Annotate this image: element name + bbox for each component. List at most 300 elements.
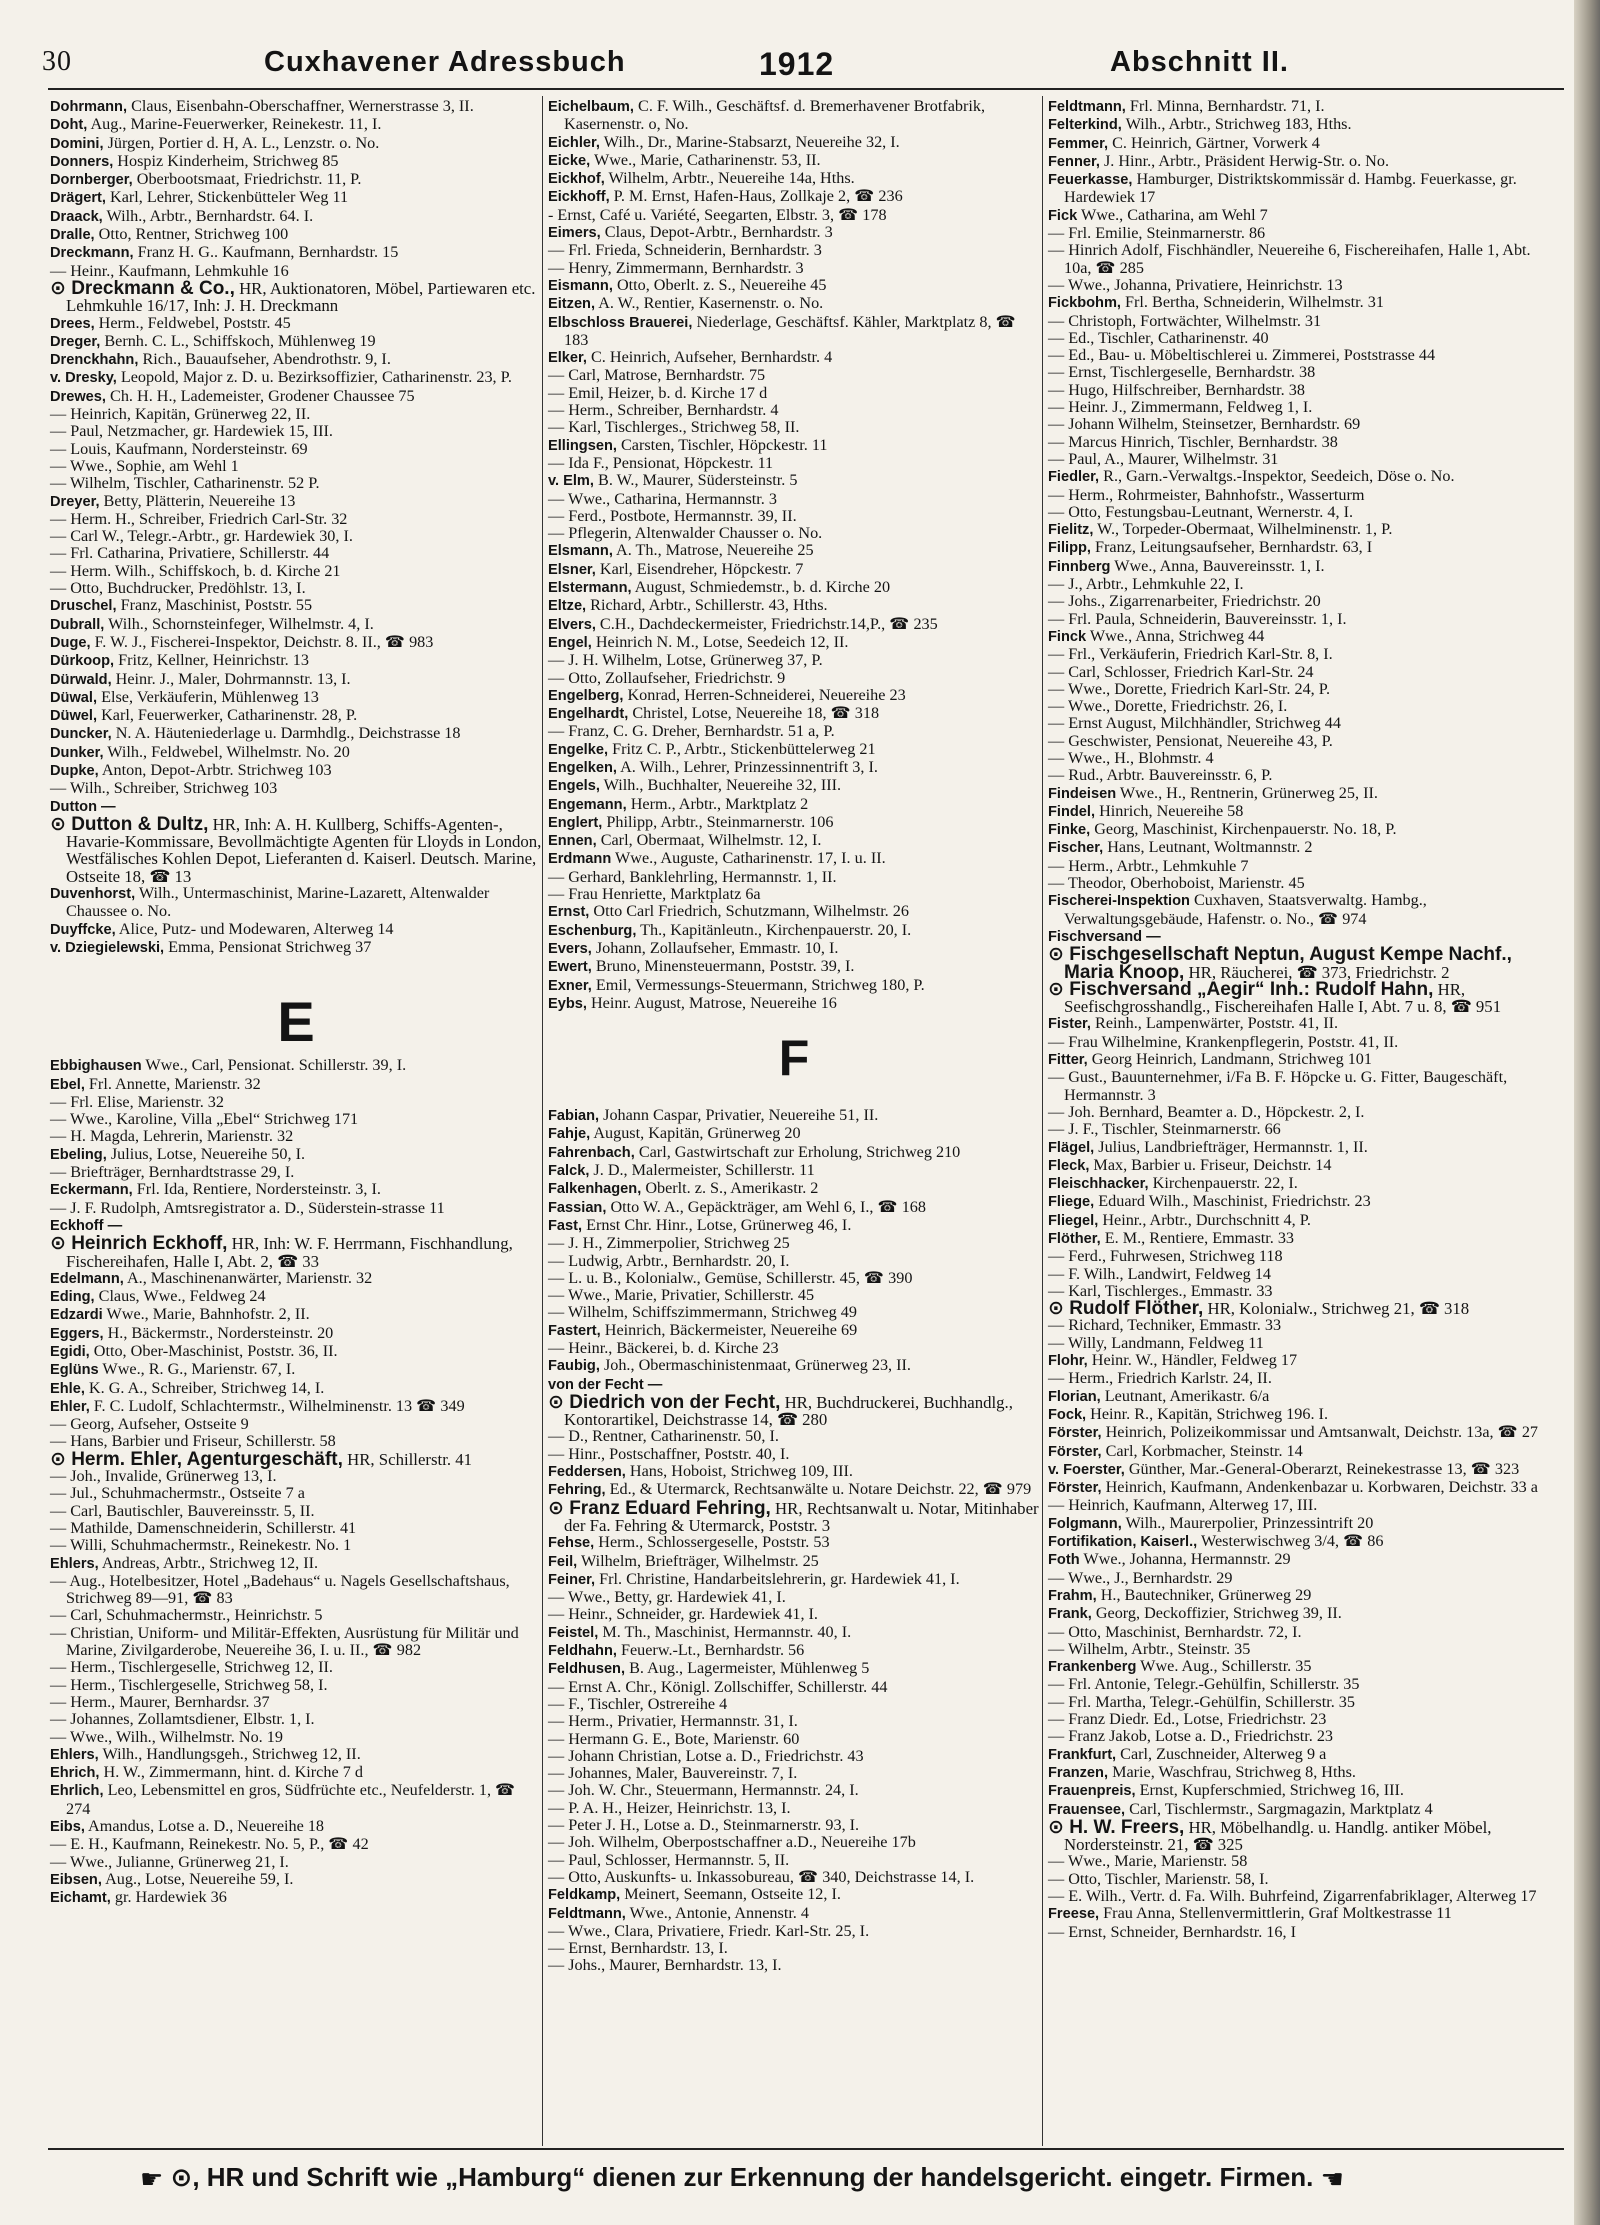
entry-details: — Otto, Tischler, Marienstr. 58, I. — [1048, 1869, 1269, 1888]
entry-details: Carl, Gastwirtschaft zur Erholung, Strichweg 210 — [638, 1142, 961, 1161]
directory-entry — [50, 1057, 542, 1075]
surname: Foth — [1048, 1552, 1080, 1569]
surname: von der Fecht — — [548, 1376, 663, 1393]
surname: v. Dziegielewski, — [50, 939, 165, 956]
surname: Elbschloss Brauerei, — [548, 314, 693, 331]
entry-details: — Hinr., Postschaffner, Poststr. 40, I. — [548, 1444, 790, 1463]
directory-entry — [50, 780, 542, 797]
directory-entry — [50, 652, 542, 670]
pointing-hand-icon: ☚ — [1320, 2163, 1344, 2194]
entry-details: — H. Magda, Lehrerin, Marienstr. 32 — [50, 1127, 294, 1146]
directory-entry — [548, 314, 1040, 350]
directory-entry — [50, 1468, 542, 1485]
directory-entry — [50, 563, 542, 580]
entry-details: — F., Tischler, Ostrereihe 4 — [548, 1694, 728, 1713]
entry-details: Wwe., Auguste, Catharinenstr. 17, I. u. II. — [615, 849, 886, 868]
surname: Eibsen, — [50, 1871, 102, 1888]
directory-entry — [50, 315, 542, 333]
entry-details: — Ernst A. Chr., Königl. Zollschiffer, Schillerstr. 44 — [548, 1677, 888, 1696]
directory-entry — [1048, 487, 1540, 504]
surname: Düwal, — [50, 689, 98, 706]
entry-details: — Jul., Schuhmachermstr., Ostseite 7 a — [50, 1484, 305, 1503]
directory-entry — [548, 385, 1040, 402]
surname: Flöther, — [1048, 1231, 1101, 1247]
entry-details: Kirchenpauerstr. 22, I. — [1152, 1174, 1298, 1193]
directory-entry — [50, 1094, 542, 1111]
entry-details: K. G. A., Schreiber, Strichweg 14, I. — [88, 1378, 325, 1397]
book-title: Cuxhavener Adressbuch — [264, 46, 626, 78]
entry-details: — L. u. B., Kolonialw., Gemüse, Schillerstr. 45, ☎ 390 — [548, 1268, 913, 1287]
surname: Fahrenbach, — [548, 1144, 635, 1161]
section-letter: E — [277, 990, 315, 1054]
entry-details: Reinh., Lampenwärter, Poststr. 41, II. — [1095, 1014, 1339, 1033]
firm-listing — [548, 1497, 1040, 1535]
entry-details: Konrad, Herren-Schneiderei, Neuereihe 23 — [627, 685, 906, 704]
directory-entry — [1048, 1624, 1540, 1641]
surname: Fock, — [1048, 1406, 1087, 1423]
entry-details: Frl. Christine, Handarbeitslehrerin, gr. Hardewiek 41, I. — [599, 1569, 960, 1588]
surname: Fleck, — [1048, 1157, 1090, 1174]
directory-entry — [1048, 1479, 1540, 1497]
directory-entry — [1048, 1443, 1540, 1461]
column-divider — [542, 96, 543, 2146]
directory-entry — [1048, 1497, 1540, 1514]
surname: Finnberg — [1048, 558, 1111, 575]
entry-details: Johann, Zollaufseher, Emmastr. 10, I. — [595, 938, 839, 957]
entry-details: — Hinrich Adolf, Fischhändler, Neuereihe 6, Fischereihafen, Halle 1, Abt. 10a, ☎ 285 — [1048, 241, 1531, 277]
entry-details: HR, Auktionatoren, Möbel, Partiewaren etc. Lehmkuhle 16/17, Inh: J. H. Dreckmann — [66, 278, 536, 316]
entry-details: — Heinrich, Kaufmann, Alterweg 17, III. — [1048, 1496, 1318, 1515]
entry-details: Franz, Maschinist, Poststr. 55 — [120, 596, 313, 615]
entry-details: — Herm., Maurer, Bernhardsr. 37 — [50, 1692, 270, 1711]
firm-name: ⊙ Fischgesellschaft Neptun, August Kempe Nachf., Maria Knoop, — [1048, 944, 1512, 983]
entry-details: — Ernst, Tischlergeselle, Bernhardstr. 38 — [1048, 363, 1316, 382]
entry-details: Hinrich, Neuereihe 58 — [1099, 801, 1244, 820]
entry-details: Karl, Lehrer, Stickenbütteler Weg 11 — [110, 188, 349, 207]
surname: Elsmann, — [548, 543, 613, 560]
firm-name: ⊙ Fischversand „Aegir“ Inh.: Rudolf Hahn, — [1048, 978, 1434, 1000]
surname: Eichelbaum, — [548, 99, 634, 115]
firm-listing — [1048, 946, 1540, 981]
entry-details: — Herm., Tischlergeselle, Strichweg 12, II. — [50, 1658, 333, 1677]
entry-details: Wilh., Maurerpolier, Prinzessintrift 20 — [1125, 1513, 1374, 1532]
surname: Dürkoop, — [50, 653, 115, 670]
entry-details: Carl, Obermaat, Wilhelmstr. 12, I. — [600, 831, 822, 850]
surname: Ehlers, — [50, 1555, 99, 1572]
entry-details: — Herm., Tischlergeselle, Strichweg 58, I. — [50, 1675, 328, 1694]
directory-entry — [50, 1694, 542, 1711]
entry-details: Feuerw.-Lt., Bernhardstr. 56 — [620, 1641, 805, 1660]
surname: Eggers, — [50, 1325, 104, 1342]
entry-details: — Christian, Uniform- und Militär-Effekten, Ausrüstung für Militär und Marine, Zivilgarderobe, Neuereihe 36, I. u. II., ☎ 982 — [50, 1623, 519, 1660]
entry-details: — Mathilde, Damenschneiderin, Schillerstr. 41 — [50, 1518, 357, 1537]
directory-entry — [1048, 858, 1540, 875]
surname: Ehrlich, — [50, 1783, 104, 1800]
directory-entry — [548, 579, 1040, 597]
directory-entry — [1048, 1676, 1540, 1693]
directory-entry — [548, 597, 1040, 615]
directory-entry — [548, 1287, 1040, 1304]
directory-entry — [548, 1125, 1040, 1143]
surname: Duyffcke, — [50, 921, 116, 938]
directory-entry — [548, 472, 1040, 490]
entry-details: Carsten, Tischler, Höpckestr. 11 — [620, 435, 828, 454]
surname: Draack, — [50, 208, 103, 225]
surname: Drewes, — [50, 388, 106, 405]
directory-entry — [548, 958, 1040, 976]
surname: Eitzen, — [548, 296, 596, 313]
surname: Eschenburg, — [548, 922, 637, 939]
directory-entry — [1048, 1424, 1540, 1442]
surname: Elsner, — [548, 561, 596, 578]
directory-entry — [1048, 1157, 1540, 1175]
directory-entry — [1048, 646, 1540, 663]
entry-details: — Paul, Netzmacher, gr. Hardewiek 15, III. — [50, 422, 333, 441]
entry-details: Bernh. C. L., Schiffskoch, Mühlenweg 19 — [104, 331, 376, 350]
entry-details: Leo, Lebensmittel en gros, Südfrüchte etc., Neufelderstr. 1, ☎ 274 — [66, 1781, 516, 1818]
entry-details: Julius, Lotse, Neuereihe 50, I. — [110, 1144, 306, 1163]
directory-entry — [50, 1343, 542, 1361]
directory-entry — [1048, 1764, 1540, 1782]
directory-entry — [548, 922, 1040, 940]
entry-details: — E. Wilh., Vertr. d. Fa. Wilh. Buhrfeind, Zigarrenfabriklager, Alterweg 17 — [1048, 1886, 1537, 1905]
entry-details: — Johs., Zigarrenarbeiter, Friedrichstr. 20 — [1048, 592, 1321, 611]
entry-details: — Paul, Schlosser, Hermannstr. 5, II. — [548, 1850, 790, 1869]
surname: Ehrich, — [50, 1765, 100, 1782]
surname: Engelberg, — [548, 687, 624, 704]
entry-details: Carl, Tischlermstr., Sargmagazin, Marktplatz 4 — [1129, 1799, 1433, 1818]
directory-entry — [50, 1659, 542, 1676]
entry-details: Wilh., Dr., Marine-Stabsarzt, Neuereihe 32, I. — [603, 132, 900, 151]
entry-details: Herm., Schlossergeselle, Poststr. 53 — [598, 1533, 830, 1552]
entry-details: A. W., Rentier, Kasernenstr. o. No. — [598, 294, 824, 313]
entry-details: — Herm. H., Schreiber, Friedrich Carl-Str. 32 — [50, 509, 348, 528]
directory-entry — [50, 1146, 542, 1164]
directory-entry — [50, 1306, 542, 1324]
entry-details: — Wwe., Catharina, Hermannstr. 3 — [548, 489, 777, 508]
entry-details: — Karl, Tischlerges., Strichweg 58, II. — [548, 418, 800, 437]
entry-details: Wwe. Aug., Schillerstr. 35 — [1140, 1657, 1312, 1676]
entry-details: — Joh., Invalide, Grünerweg 13, I. — [50, 1467, 277, 1486]
column-3 — [1048, 98, 1540, 1941]
entry-details: — Paul, A., Maurer, Wilhelmstr. 31 — [1048, 449, 1279, 468]
directory-entry — [50, 171, 542, 189]
entry-details: Heinr. J., Maler, Dohrmannstr. 13, I. — [115, 669, 351, 688]
entry-details: F. C. Ludolf, Schlachtermstr., Wilhelminenstr. 13 ☎ 349 — [93, 1396, 465, 1415]
surname: Falck, — [548, 1163, 590, 1180]
directory-entry — [50, 1764, 542, 1782]
entry-details: — Carl, Schlosser, Friedrich Karl-Str. 24 — [1048, 662, 1314, 681]
surname: Fickbohm, — [1048, 295, 1121, 312]
entry-details: — Wwe., Dorette, Friedrichstr. 26, I. — [1048, 697, 1288, 716]
entry-details: Wilhelm, Briefträger, Wilhelmstr. 25 — [580, 1551, 819, 1570]
directory-entry — [50, 1607, 542, 1624]
directory-entry — [50, 388, 542, 406]
directory-entry — [1048, 1248, 1540, 1265]
directory-entry — [548, 796, 1040, 814]
entry-details: Georg, Deckoffizier, Strichweg 39, II. — [1095, 1604, 1342, 1623]
entry-details: — Gust., Bauunternehmer, i/Fa B. F. Höpcke u. G. Fitter, Baugeschäft, Hermannstr. 3 — [1048, 1068, 1508, 1104]
directory-entry — [50, 1270, 542, 1288]
entry-details: Frau Anna, Stellenvermittlerin, Graf Moltkestrasse 11 — [1103, 1904, 1452, 1923]
entry-details: Heinrich, Bäckermeister, Neuereihe 69 — [604, 1320, 858, 1339]
surname: Fielitz, — [1048, 522, 1094, 539]
directory-entry — [50, 406, 542, 423]
directory-entry — [548, 1782, 1040, 1799]
entry-details: — Heinr., Bäckerei, b. d. Kirche 23 — [548, 1339, 779, 1357]
entry-details: — Herm., Arbtr., Lehmkuhle 7 — [1048, 856, 1249, 875]
entry-details: — Wwe., Sophie, am Wehl 1 — [50, 456, 239, 475]
directory-entry — [50, 135, 542, 153]
entry-details: Otto, Ober-Maschinist, Poststr. 36, II. — [93, 1342, 338, 1360]
entry-details: — Frl. Elise, Marienstr. 32 — [50, 1092, 224, 1111]
surname: Drägert, — [50, 190, 106, 207]
directory-entry — [50, 1871, 542, 1889]
entry-details: Aug., Marine-Feuerwerker, Reinekestr. 11, I. — [90, 115, 382, 134]
directory-entry — [548, 832, 1040, 850]
directory-entry — [548, 1107, 1040, 1125]
directory-entry — [1048, 225, 1540, 242]
surname: Eding, — [50, 1289, 95, 1306]
surname: Fister, — [1048, 1016, 1091, 1033]
directory-entry — [1048, 277, 1540, 294]
directory-entry — [1048, 1515, 1540, 1533]
directory-entry — [1048, 364, 1540, 381]
surname: Eibs, — [50, 1819, 85, 1836]
entry-details: Frl. Annette, Marienstr. 32 — [88, 1074, 261, 1093]
surname: Flohr, — [1048, 1353, 1088, 1370]
page-footer — [140, 2162, 1480, 2195]
entry-details: — Otto, Festungsbau-Leutnant, Wernerstr. 4, I. — [1048, 502, 1354, 521]
directory-entry — [548, 170, 1040, 188]
directory-entry — [548, 1463, 1040, 1481]
entry-details: Max, Barbier u. Friseur, Deichstr. 14 — [1093, 1155, 1332, 1174]
entry-details: — Ernst August, Milchhändler, Strichweg 44 — [1048, 714, 1341, 733]
directory-entry — [1048, 1924, 1540, 1941]
directory-entry — [50, 1503, 542, 1520]
surname: Dreger, — [50, 333, 101, 350]
entry-details: Heinr. R., Kapitän, Strichweg 196. I. — [1090, 1404, 1328, 1423]
directory-entry — [50, 153, 542, 171]
surname: Eglüns — [50, 1362, 99, 1379]
directory-entry — [50, 725, 542, 743]
directory-entry — [548, 134, 1040, 152]
entry-details: — Herm., Friedrich Karlstr. 24, II. — [1048, 1369, 1272, 1388]
directory-entry — [548, 1322, 1040, 1340]
entry-details: — D., Rentner, Catharinenstr. 50, I. — [548, 1427, 779, 1446]
directory-entry — [548, 1340, 1040, 1357]
entry-details: Karl, Eisendreher, Höpckestr. 7 — [599, 559, 804, 578]
entry-details: Carl, Korbmacher, Steinstr. 14 — [1105, 1441, 1303, 1460]
surname: Duvenhorst, — [50, 886, 136, 903]
scan-edge — [1574, 0, 1600, 2225]
surname: Folgmann, — [1048, 1515, 1122, 1532]
directory-entry — [548, 1679, 1040, 1696]
entry-details: A. Wilh., Lehrer, Prinzessinnentrift 3, I. — [620, 757, 878, 776]
entry-details: Emil, Vermessungs-Steuermann, Strichweg 180, P. — [595, 975, 925, 994]
directory-entry — [1048, 1230, 1540, 1248]
entry-details: August, Kapitän, Grünerweg 20 — [593, 1124, 801, 1143]
entry-details: C. Heinrich, Gärtner, Vorwerk 4 — [1112, 133, 1320, 152]
entry-details: Aug., Lotse, Neuereihe 59, I. — [105, 1869, 294, 1888]
firm-listing — [50, 1448, 542, 1470]
entry-details: Wwe., Carl, Pensionat. Schillerstr. 39, I. — [145, 1056, 407, 1075]
firm-listing — [50, 813, 542, 886]
entry-details: J. D., Malermeister, Schillerstr. 11 — [593, 1161, 815, 1180]
entry-details: — Carl W., Telegr.-Arbtr., gr. Hardewiek 30, I. — [50, 527, 353, 546]
entry-details: — Heinr., Schneider, gr. Hardewiek 41, I. — [548, 1605, 818, 1624]
firm-name: ⊙ Dutton & Dultz, — [50, 813, 209, 835]
entry-details: — Carl, Schuhmachermstr., Heinrichstr. 5 — [50, 1606, 323, 1625]
entry-details: — Wwe., Julianne, Grünerweg 21, I. — [50, 1852, 289, 1871]
surname: Düwel, — [50, 708, 98, 725]
entry-details: Wilh., Untermaschinist, Marine-Lazarett, Altenwalder Chaussee o. No. — [66, 884, 490, 921]
entry-details: Heinr. W., Händler, Feldweg 17 — [1091, 1351, 1298, 1370]
directory-entry — [1048, 1641, 1540, 1658]
entry-details: Oberlt. z. S., Amerikastr. 2 — [645, 1179, 819, 1198]
directory-entry — [50, 1889, 542, 1907]
entry-details: Heinrich, Kaufmann, Andenkenbazar u. Korbwaren, Deichstr. 33 a — [1105, 1478, 1538, 1497]
entry-details: — Johannes, Zollamtsdiener, Elbstr. 1, I. — [50, 1710, 315, 1729]
surname: Feistel, — [548, 1624, 599, 1641]
entry-details: — Johann Wilhelm, Steinsetzer, Bernhardstr. 69 — [1048, 415, 1361, 434]
directory-entry — [1048, 1461, 1540, 1479]
column-1 — [50, 98, 542, 1908]
directory-entry — [548, 98, 1040, 134]
surname: Ellingsen, — [548, 437, 617, 454]
entry-details: — Heinr., Kaufmann, Lehmkuhle 16 — [50, 261, 289, 280]
entry-details: Wilhelm, Arbtr., Neuereihe 14a, Hths. — [608, 169, 855, 188]
directory-entry — [50, 1181, 542, 1199]
directory-entry — [548, 349, 1040, 367]
surname: Ernst, — [548, 904, 590, 921]
entry-details: — Carl, Bautischler, Bauvereinsstr. 5, II. — [50, 1501, 315, 1520]
entry-details: Karl, Feuerwerker, Catharinenstr. 28, P. — [101, 706, 358, 725]
entry-details: Heinr. August, Matrose, Neuereihe 16 — [590, 993, 837, 1012]
entry-details: Herm., Arbtr., Marktplatz 2 — [630, 794, 809, 813]
surname: Druschel, — [50, 598, 117, 615]
surname: Eichler, — [548, 134, 600, 151]
directory-entry — [1048, 1051, 1540, 1069]
entry-details: Otto, Rentner, Strichweg 100 — [98, 225, 289, 244]
surname: Eimers, — [548, 225, 601, 242]
directory-entry — [50, 493, 542, 511]
surname: Ebel, — [50, 1076, 85, 1093]
surname: Fiedler, — [1048, 469, 1100, 486]
entry-details: Wwe., H., Rentnerin, Grünerweg 25, II. — [1119, 783, 1378, 802]
entry-details: Heinrich N. M., Lotse, Seedeich 12, II. — [595, 632, 849, 651]
directory-entry — [50, 707, 542, 725]
directory-entry — [50, 580, 542, 597]
directory-entry — [548, 1624, 1040, 1642]
directory-entry — [50, 1537, 542, 1554]
directory-entry — [1048, 1728, 1540, 1745]
directory-entry — [1048, 1212, 1540, 1230]
entry-details: — Christoph, Fortwächter, Wilhelmstr. 31 — [1048, 311, 1322, 330]
directory-entry — [1048, 382, 1540, 399]
directory-entry — [548, 1553, 1040, 1571]
entry-details: — Wwe., Dorette, Friedrich Karl-Str. 24, P. — [1048, 679, 1331, 698]
directory-entry — [1048, 313, 1540, 330]
directory-entry — [50, 369, 542, 387]
directory-entry — [548, 1270, 1040, 1287]
directory-entry — [548, 1923, 1040, 1940]
firm-name: ⊙ Diedrich von der Fecht, — [548, 1391, 781, 1413]
footer-rule — [48, 2148, 1564, 2150]
entry-details: Eduard Wilh., Maschinist, Friedrichstr. 23 — [1098, 1192, 1371, 1211]
entry-details: — Willi, Schuhmachermstr., Reinekestr. No. 1 — [50, 1536, 352, 1555]
entry-details: Wilh., Handlungsgeh., Strichweg 12, II. — [102, 1744, 361, 1763]
surname: Frankenberg — [1048, 1659, 1137, 1676]
surname: Feiner, — [548, 1571, 596, 1588]
entry-details: — Otto, Auskunfts- u. Inkassobureau, ☎ 340, Deichstrasse 14, I. — [548, 1867, 975, 1886]
firm-listing — [50, 277, 542, 316]
entry-details: — Marcus Hinrich, Tischler, Bernhardstr. 38 — [1048, 432, 1338, 451]
entry-details: Georg, Maschinist, Kirchenpauerstr. No. 18, P. — [1094, 820, 1397, 839]
surname: Eckermann, — [50, 1182, 133, 1199]
entry-details: Wilh., Arbtr., Strichweg 183, Hths. — [1125, 115, 1352, 134]
entry-details: Leopold, Major z. D. u. Bezirksoffizier, Catharinenstr. 23, P. — [120, 368, 512, 387]
surname: Frahm, — [1048, 1587, 1097, 1604]
surname: Fliege, — [1048, 1194, 1095, 1211]
entry-details: Wilh., Feldwebel, Wilhelmstr. No. 20 — [107, 742, 350, 761]
surname: Drees, — [50, 315, 95, 332]
surname: Donners, — [50, 153, 114, 170]
directory-entry — [1048, 1370, 1540, 1387]
directory-entry — [1048, 576, 1540, 593]
directory-entry — [548, 1446, 1040, 1463]
entry-details: — Joh. Bernhard, Beamter a. D., Höpckestr. 2, I. — [1048, 1102, 1365, 1121]
surname: Flägel, — [1048, 1139, 1095, 1156]
entry-details: HR, Buchdruckerei, Buchhandlg., Kontorartikel, Deichstrasse 14, ☎ 280 — [564, 1392, 1013, 1430]
entry-details: Franz H. G.. Kaufmann, Bernhardstr. 15 — [137, 243, 399, 262]
directory-entry — [548, 634, 1040, 652]
entry-details: — Wwe., Karoline, Villa „Ebel“ Strichweg 171 — [50, 1110, 359, 1129]
directory-entry — [548, 850, 1040, 868]
entry-details: Johann Caspar, Privatier, Neuereihe 51, II. — [603, 1106, 879, 1125]
surname: Fenner, — [1048, 153, 1100, 170]
entry-details: M. Th., Maschinist, Hermannstr. 40, I. — [602, 1622, 852, 1641]
surname: Ennen, — [548, 833, 597, 850]
directory-entry — [1048, 1551, 1540, 1569]
surname: Felterkind, — [1048, 117, 1122, 134]
directory-entry — [548, 1199, 1040, 1217]
entry-details: Cuxhaven, Staatsverwaltg. Hambg., Verwaltungsgebäude, Hafenstr. o. No., ☎ 974 — [1064, 891, 1427, 928]
directory-entry — [1048, 1121, 1540, 1138]
surname: Eichamt, — [50, 1890, 111, 1907]
entry-details: Jürgen, Portier d. H, A. L., Lenzstr. o. No. — [107, 133, 380, 152]
entry-details: Westerwischweg 3/4, ☎ 86 — [1200, 1532, 1384, 1551]
surname: Förster, — [1048, 1480, 1102, 1497]
surname: Fehse, — [548, 1535, 595, 1552]
surname: Femmer, — [1048, 135, 1109, 152]
entry-details: — Wwe., Johanna, Privatiere, Heinrichstr. 13 — [1048, 275, 1343, 294]
entry-details: Frl. Bertha, Schneiderin, Wilhelmstr. 31 — [1125, 293, 1384, 312]
surname: Finck — [1048, 628, 1087, 645]
directory-entry — [50, 333, 542, 351]
entry-details: — Peter J. H., Lotse a. D., Steinmarnerstr. 93, I. — [548, 1816, 860, 1835]
surname: Ewert, — [548, 959, 592, 976]
entry-details: — E. H., Kaufmann, Reinekestr. No. 5, P., ☎ 42 — [50, 1835, 369, 1854]
entry-details: H., Bautechniker, Grünerweg 29 — [1100, 1585, 1312, 1604]
entry-details: — Ida F., Pensionat, Höpckestr. 11 — [548, 453, 774, 472]
surname: Dubrall, — [50, 616, 105, 633]
entry-details: Otto, Oberlt. z. S., Neuereihe 45 — [616, 275, 827, 294]
entry-details: HR, Möbelhandlg. u. Handlg. antiker Möbel, Nordersteinstr. 21, ☎ 325 — [1064, 1817, 1492, 1855]
directory-entry — [548, 1180, 1040, 1198]
directory-entry — [548, 903, 1040, 921]
surname: Fastert, — [548, 1322, 601, 1339]
